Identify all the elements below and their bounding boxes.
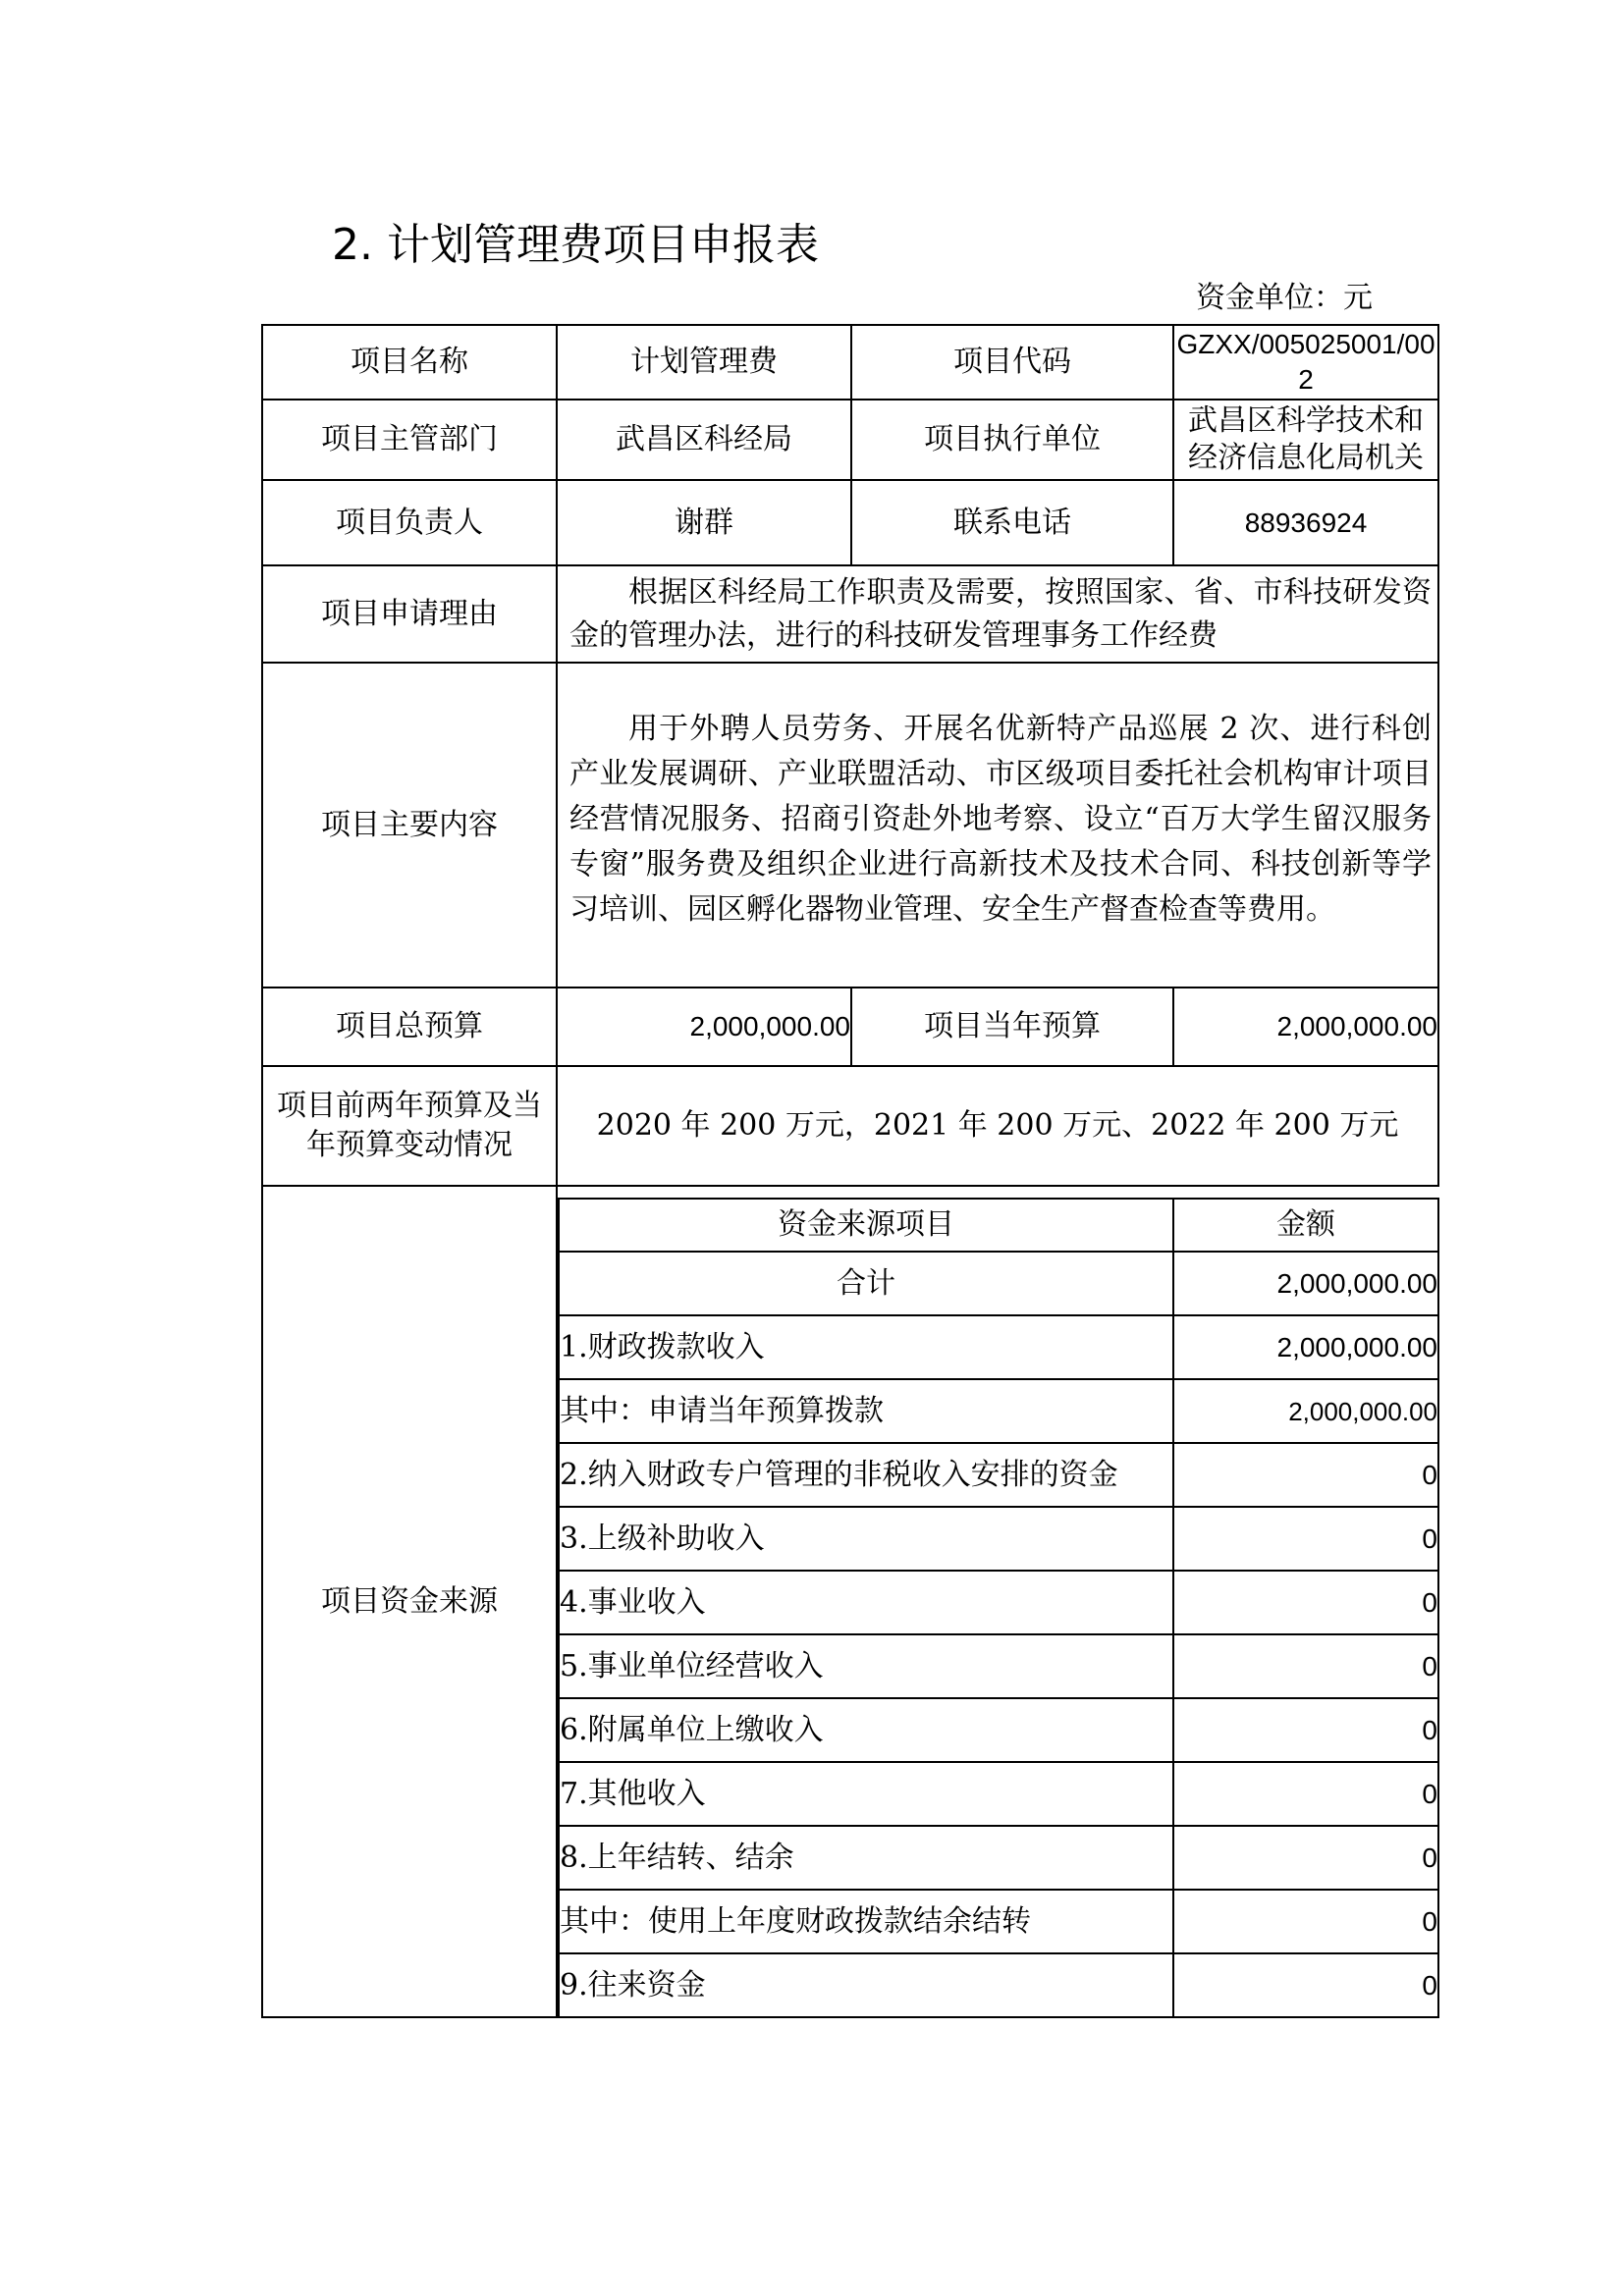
project-code-value: GZXX/005025001/002 [1176, 329, 1435, 395]
funding-item-label: 其中：使用上年度财政拨款结余结转 [560, 1903, 1031, 1939]
funding-item-label: 4.事业收入 [560, 1584, 706, 1620]
funding-item-label: 2.纳入财政专户管理的非税收入安排的资金 [560, 1457, 1118, 1492]
funding-item-amount: 0 [1422, 1714, 1437, 1745]
funding-item-label: 其中：申请当年预算拨款 [560, 1393, 884, 1428]
reason-label: 项目申请理由 [321, 596, 498, 631]
funding-header-amount: 金额 [1276, 1207, 1335, 1242]
history-value: 2020 年 200 万元，2021 年 200 万元、2022 年 200 万元 [596, 1108, 1399, 1143]
funding-item-amount: 0 [1422, 1778, 1437, 1809]
phone-value: 88936924 [1244, 507, 1368, 538]
year-budget-value: 2,000,000.00 [1276, 1011, 1437, 1041]
exec-unit-value: 武昌区科学技术和经济信息化局机关 [1188, 403, 1424, 475]
funding-item-label: 6.附属单位上缴收入 [560, 1712, 824, 1747]
reason-value: 根据区科经局工作职责及需要，按照国家、省、市科技研发资金的管理办法，进行的科技研发管理事务工作经费 [569, 574, 1432, 653]
funding-item-label: 9.往来资金 [560, 1967, 706, 2002]
total-budget-label: 项目总预算 [336, 1009, 483, 1043]
funding-item-amount: 0 [1422, 1969, 1437, 2001]
exec-unit-label: 项目执行单位 [924, 422, 1101, 456]
owner-value: 谢群 [675, 505, 733, 540]
funding-item-amount: 2,000,000.00 [1276, 1267, 1437, 1299]
funding-item-amount: 2,000,000.00 [1288, 1396, 1437, 1426]
funding-item-label: 1.财政拨款收入 [560, 1329, 765, 1364]
funding-header-item: 资金来源项目 [778, 1207, 954, 1242]
funding-item-amount: 2,000,000.00 [1276, 1331, 1437, 1362]
page-title: 2. 计划管理费项目申报表 [332, 220, 819, 270]
funding-item-label: 3.上级补助收入 [560, 1521, 765, 1556]
content-value: 用于外聘人员劳务、开展名优新特产品巡展 2 次、进行科创产业发展调研、产业联盟活动、市区级项目委托社会机构审计项目经营情况服务、招商引资赴外地考察、设立“百万大学生留汉服务专窗”服务费及组织企业进行高新技术及技术合同、科技创新等学习培训、园区孵化器物业管理、安全生产督查检查等费用。 [569, 712, 1432, 927]
funding-source-label: 项目资金来源 [321, 1583, 498, 1619]
project-code-label: 项目代码 [953, 345, 1071, 379]
funding-item-label: 7.其他收入 [560, 1776, 706, 1811]
funding-item-amount: 0 [1422, 1650, 1437, 1682]
funding-item-amount: 0 [1422, 1459, 1437, 1490]
funding-item-label: 合计 [837, 1265, 895, 1301]
history-label: 项目前两年预算及当年预算变动情况 [277, 1089, 542, 1162]
funding-item-amount: 0 [1422, 1842, 1437, 1873]
funding-item-amount: 0 [1422, 1522, 1437, 1554]
total-budget-value: 2,000,000.00 [689, 1011, 850, 1041]
content-label: 项目主要内容 [321, 807, 498, 842]
currency-unit: 资金单位：元 [1196, 281, 1373, 315]
funding-item-amount: 0 [1422, 1905, 1437, 1937]
project-name-value: 计划管理费 [630, 345, 778, 379]
year-budget-label: 项目当年预算 [924, 1009, 1101, 1043]
dept-label: 项目主管部门 [321, 422, 498, 456]
reason-cell [558, 566, 1437, 662]
funding-item-label: 5.事业单位经营收入 [560, 1648, 824, 1683]
phone-label: 联系电话 [953, 505, 1071, 540]
project-name-label: 项目名称 [351, 345, 468, 379]
content-cell [558, 664, 1437, 987]
funding-item-label: 8.上年结转、结余 [560, 1840, 794, 1875]
dept-value: 武昌区科经局 [616, 422, 792, 456]
owner-label: 项目负责人 [336, 505, 483, 540]
funding-item-amount: 0 [1422, 1586, 1437, 1618]
